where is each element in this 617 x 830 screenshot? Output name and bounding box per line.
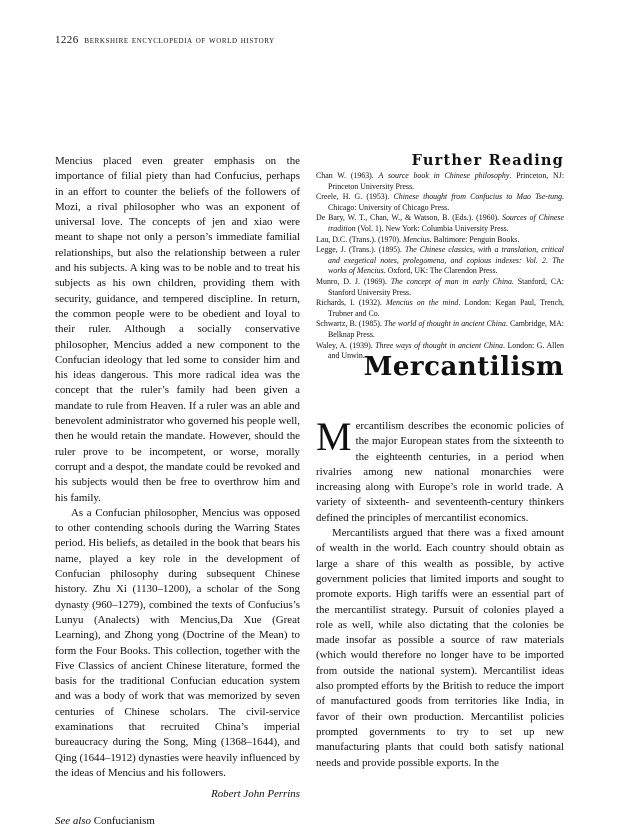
reference-list [316, 171, 564, 362]
reference-title: The world of thought in ancient China [383, 319, 506, 329]
reference-entry [316, 319, 564, 340]
reference-entry [316, 277, 564, 298]
author-signature: Robert John Perrins [211, 788, 300, 801]
body-paragraph: Mencius placed even greater emphasis on the importance of filial piety than had Confucius, perhaps in an effort to counter the beliefs of the followers of Mozi, a rival philosopher who was an exponent of universal love. The concepts of jen and xiao were meant to shape not only a person’s immediate familial relationships, but also the relationship between a ruler and his subjects. A king was to be noble and to treat his subjects as his own children, providing them with security, guidance, and tempered discipline. In return, the common people were to be obedient and loyal to their ruler. Although a socially conservative philosopher, Mencius added a new component to the Confucian ideology that led some to consider him and his ideas dangerous. This more radical idea was the concept that the ruler’s family had been given a mandate to rule from Heaven. If a ruler was an able and benevolent administrator who governed his people well, then he would retain the mandate. However, should the ruler prove to be incompetent, or worse, morally corrupt and a despot, the mandate could be revoked and his subjects would then be free to overthrow him and his family. [55, 155, 300, 504]
reference-author: Schwartz, B. (1985). [316, 319, 384, 329]
see-also-label: See also [55, 815, 91, 828]
reference-title: Mencius [402, 234, 430, 244]
reference-entry [316, 298, 564, 319]
reference-title: Sources of Chinese tradition [328, 213, 564, 233]
article-paragraph-text: ercantilism describes the economic policies of the major European states from the sixteenth to the eighteenth centuries, in a period when rivalries among new national monarchies were increasing along with Europe’s role in world trade. A variety of sixteenth- and seventeenth-century thinkers defined the principles of mercantilist economics. [316, 420, 564, 524]
reference-publisher: . Princeton, NJ: Princeton University Press. [328, 171, 565, 191]
running-head [55, 34, 275, 46]
reference-title: The concept of man in early China [390, 276, 512, 286]
reference-publisher: . Chicago: University of Chicago Press. [328, 192, 564, 212]
body-paragraph: As a Confucian philosopher, Mencius was opposed to other contending schools during the Warring States period. His beliefs, as detailed in the book that bears his name, played a key role in the development of Confucian philosophy during subsequent Chinese history. Zhu Xi (1130–1200), a scholar of the Song dynasty (960–1279), combined the texts of Confucius’s Lunyu (Analects) with Mencius,Da Xue (Great Learning), and Zhong yong (Doctrine of the Mean) to form the Four Books. This collection, together with the Five Classics of ancient Chinese literature, formed the basis for the traditional Confucian education system and was a body of work that was memorized by seven centuries of Chinese scholars. The civil-service examinations that recruited China’s imperial bureaucracy during the Song, Ming (1368–1644), and Qing (1644–1912) dynasties were heavily influenced by the ideas of Mencius and his followers. [55, 506, 300, 779]
reference-author: Richards, I. (1932). [316, 298, 386, 308]
reference-author: Chan W. (1963). [316, 171, 379, 180]
left-column [55, 154, 300, 830]
reference-entry [316, 235, 564, 246]
reference-entry [316, 245, 564, 277]
reference-author: Legge, J. (Trans.). (1895). [316, 245, 405, 255]
reference-publisher: . Oxford, UK: The Clarendon Press. [383, 266, 498, 276]
reference-entry [316, 213, 564, 234]
reference-publisher: (Vol. 1). New York: Columbia University Press. [355, 223, 509, 233]
reference-entry [316, 192, 564, 213]
see-also [55, 814, 300, 829]
reference-author: Waley, A. (1939). [316, 340, 376, 350]
reference-title: Chinese thought from Confucius to Mao Tse-tung [393, 192, 563, 202]
reference-author: Creele, H. G. (1953). [316, 192, 394, 202]
article-paragraph: Mercantilists argued that there was a fixed amount of wealth in the world. Each country should obtain as large a share of this wealth as possible, by active government policies that limited imports and sought to promote exports. High tariffs were an essential part of the mercantilist strategy. Pursuit of colonies played a role as well, while also dictating that the colonies be made insofar as possible a source of raw materials (which would therefore no longer have to be imported from outside the national system). Mercantilist ideas also prompted efforts by the British to reduce the import of manufactured goods from territories like India, in favor of their own production. Mercantilist policies prompted governments to try to set up new manufacturing plants that could both satisfy national needs and provide possible exports. In the [316, 527, 564, 769]
reference-publisher: . London: Kegan Paul, Trench, Trubner and Co. [328, 298, 564, 318]
reference-author: Lau, D.C. (Trans.). (1970). [316, 234, 403, 244]
book-title: berkshire encyclopedia of world history [84, 35, 275, 46]
article-body [316, 414, 564, 771]
reference-publisher: . Stanford, CA: Stanford University Press. [328, 276, 564, 297]
reference-title: A source book in Chinese philosophy [378, 171, 510, 180]
reference-title: Three ways of thought in ancient China [375, 340, 503, 350]
reference-publisher: . London: G. Allen and Unwin. [328, 340, 564, 361]
reference-title: Mencius on the mind [385, 298, 459, 308]
see-also-link[interactable]: Confucianism [93, 815, 155, 828]
page-number: 1226 [55, 34, 79, 46]
reference-author: De Bary, W. T., Chan, W., & Watson, B. (Eds.). (1960). [316, 213, 502, 223]
reference-entry [316, 171, 564, 192]
reference-author: Munro, D. J. (1969). [316, 276, 391, 286]
article-paragraph [316, 414, 564, 526]
reference-title: The Chinese classics, with a translation, critical and exegetical notes, prolegomena, and copious indexes: Vol. 2. The works of Mencius [328, 245, 564, 276]
further-reading-heading: Further Reading [411, 152, 564, 169]
article-title: Mercantilism [363, 352, 564, 382]
reference-publisher: . Baltimore: Penguin Books. [429, 234, 520, 244]
further-reading-section [316, 152, 564, 362]
reference-publisher: . Cambridge, MA: Belknap Press. [328, 319, 565, 339]
drop-cap: M [316, 414, 352, 459]
